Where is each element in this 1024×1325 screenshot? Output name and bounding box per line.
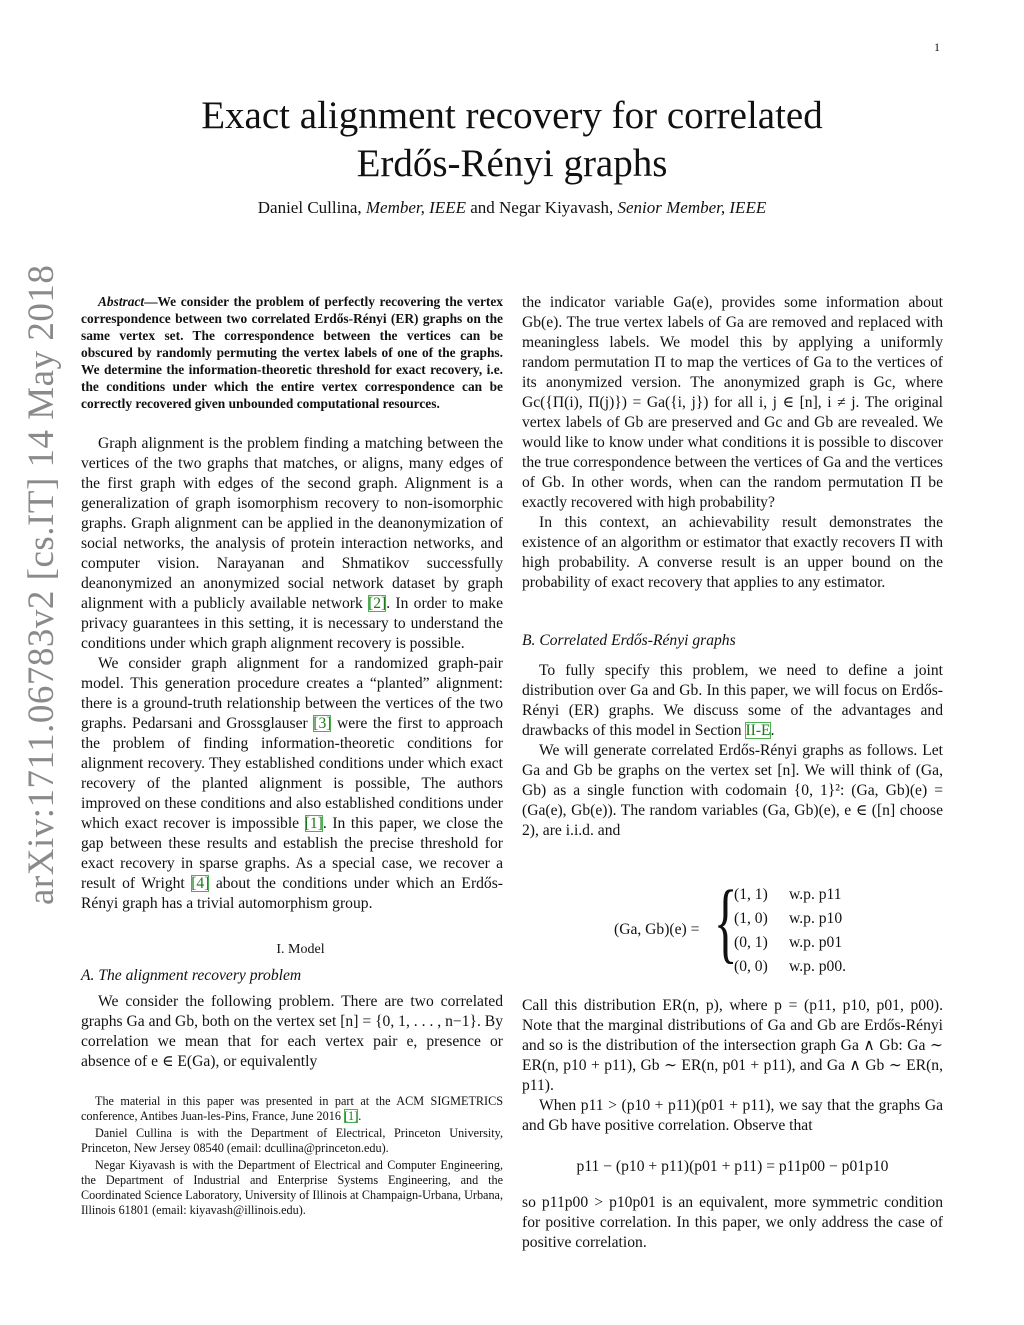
footnote-author-1: Daniel Cullina is with the Department of Electrical, Princeton University, Princeton, New Jersey 08540 (email: dcullina@princeton.edu). — [81, 1126, 503, 1155]
right-paragraph-4: We will generate correlated Erdős-Rényi graphs as follows. Let Ga and Gb be graphs on the vertex set [n]. We will think of (Ga, Gb) as a single function with codomain {0, 1}²: (Ga, Gb)(e) = (Ga(e), Gb(e)). The random variables (Ga, Gb)(e), e ∈ ([n] choose 2), are i.i.d. and — [522, 742, 943, 839]
footnotes — [81, 1094, 503, 1218]
intro-paragraph-1: Graph alignment is the problem finding a matching between the vertices of the two graphs that matches, or aligns, many edges of the first graph with edges of the second graph. Alignment is a generalization of graph isomorphism recovery to non-isomorphic graphs. Graph alignment can be applied in the deanonymization of social networks, the analysis of protein interaction networks, and computer vision. Narayanan and Shmatikov successfully deanonymized an anonymized social network dataset by graph alignment with a publicly available network [2]. In order to make privacy guarantees in this setting, it is necessary to understand the conditions under which graph alignment recovery is possible. — [81, 435, 503, 652]
right-column-lower — [522, 996, 943, 1136]
section-reference-link[interactable]: II-E — [745, 722, 771, 739]
subsection-heading-b: B. Correlated Erdős-Rényi graphs — [522, 632, 736, 649]
right-paragraph-5: Call this distribution ER(n, p), where p = (p11, p10, p01, p00). Note that the marginal distributions of Ga and Gb are Erdős-Rényi and so is the distribution of the intersection graph Ga ∧ Gb: Ga ∼ ER(n, p10 + p11), Gb ∼ ER(n, p01 + p11), and Ga ∧ Gb ∼ ER(n, p11). — [522, 997, 943, 1094]
author-line — [0, 198, 1024, 218]
equation-case-prob: w.p. p10 — [789, 910, 843, 927]
citation-link[interactable]: [1] — [304, 815, 323, 832]
right-paragraph-7: so p11p00 > p10p01 is an equivalent, more symmetric condition for positive correlation. In this paper, we only address the case of positive correlation. — [522, 1194, 943, 1251]
page-number: 1 — [934, 40, 940, 54]
author-1-role: Member, IEEE — [365, 198, 466, 217]
equation-case-value: (0, 0) — [734, 958, 768, 975]
right-column — [522, 293, 943, 841]
title-line-2: Erdős-Rényi graphs — [356, 142, 668, 185]
citation-link[interactable]: [4] — [191, 875, 210, 892]
footnote-author-2: Negar Kiyavash is with the Department of Electrical and Computer Engineering, the Department of Industrial and Enterprise Systems Engineering, and the Coordinated Science Laboratory, University of Illinois at Champaign-Urbana, Urbana, Illinois 61801 (email: kiyavash@illinois.edu). — [81, 1158, 503, 1217]
title-line-1: Exact alignment recovery for correlated — [201, 94, 823, 137]
intro-paragraph-2: We consider graph alignment for a randomized graph-pair model. This generation procedure creates a “planted” alignment: there is a ground-truth relationship between the vertices of the two graphs. Pedarsani and Grossglauser [3] were the first to approach the problem of finding information-theoretic conditions for alignment recovery. They established conditions under which exact recovery of the planted alignment is possible, The authors improved on these conditions and also established conditions under which exact recover is impossible [1]. In this paper, we close the gap between these results and establish the precise threshold for exact recovery in sparse graphs. As a special case, we recover a result of Wright [4] about the conditions under which an Erdős-Rényi graph has a trivial automorphism group. — [81, 655, 504, 912]
equation-case-value: (0, 1) — [734, 934, 768, 951]
right-column-bottom — [522, 1193, 943, 1253]
author-2-role: Senior Member, IEEE — [617, 198, 767, 217]
section-a-paragraph: We consider the following problem. There are two correlated graphs Ga and Gb, both on the vertex set [n] = {0, 1, . . . , n−1}. By correlation we mean that for each vertex pair e, presence or absence of e ∈ E(Ga), or equivalently — [81, 993, 503, 1070]
citation-link[interactable]: [1] — [343, 1109, 359, 1123]
section-heading-model: I. Model — [276, 942, 325, 957]
author-1: Daniel Cullina, — [257, 198, 362, 217]
citation-link[interactable]: [3] — [313, 715, 332, 732]
equation-brace: { — [713, 873, 738, 972]
footnote-conference: The material in this paper was presented in part at the ACM SIGMETRICS conference, Antibes Juan-les-Pins, France, June 2016 [1]. — [81, 1094, 503, 1123]
equation-case-value: (1, 1) — [734, 886, 768, 903]
right-paragraph-6: When p11 > (p10 + p11)(p01 + p11), we say that the graphs Ga and Gb have positive correlation. Observe that — [522, 1097, 943, 1134]
citation-link[interactable]: [2] — [368, 595, 387, 612]
abstract-text: —We consider the problem of perfectly recovering the vertex correspondence between two correlated Erdős-Rényi (ER) graphs on the same vertex set. The correspondence between the vertices can be obscured by randomly permuting the vertex labels of one of the graphs. We determine the information-theoretic threshold for exact recovery, i.e. the conditions under which the entire vertex correspondence can be correctly recovered given unbounded computational resources. — [81, 294, 503, 411]
abstract-label: Abstract — [98, 294, 145, 309]
equation-case-value: (1, 0) — [734, 910, 768, 927]
abstract — [81, 293, 503, 412]
author-2: and Negar Kiyavash, — [470, 198, 614, 217]
right-paragraph-2: In this context, an achievability result demonstrates the existence of an algorithm or estimator that exactly recovers Π with high probability. A converse result is an upper bound on the probability of exact recovery that applies to any estimator. — [522, 514, 943, 591]
left-column — [81, 293, 503, 1220]
right-paragraph-1: the indicator variable Ga(e), provides some information about Gb(e). The true vertex labels of Ga are removed and replaced with meaningless labels. We model this by applying a uniformly random permutation Π to map the vertices of Ga to the vertices of its anonymized version. The anonymized graph is Gc, where Gc({Π(i), Π(j)}) = Ga({i, j}) for all i, j ∈ [n], i ≠ j. The original vertex labels of Gb are preserved and Gc and Gb are revealed. We would like to know under what conditions it is possible to discover the true correspondence between the vertices of Ga and the vertices of Gb. In other words, when can the random permutation Π be exactly recovered with high probability? — [522, 294, 943, 511]
equation-correlation: p11 − (p10 + p11)(p01 + p11) = p11p00 − p01p10 — [576, 1158, 889, 1175]
arxiv-watermark: arXiv:1711.06783v2 [cs.IT] 14 May 2018 — [21, 264, 62, 905]
equation-case-prob: w.p. p01 — [789, 934, 843, 951]
paper-title — [0, 92, 1024, 188]
equation-case-prob: w.p. p11 — [789, 886, 842, 903]
subsection-heading-a: A. The alignment recovery problem — [81, 967, 302, 984]
equation-lhs: (Ga, Gb)(e) = — [614, 921, 700, 938]
right-paragraph-3: To fully specify this problem, we need to define a joint distribution over Ga and Gb. In this paper, we will focus on Erdős-Rényi (ER) graphs. We discuss some of the advantages and drawbacks of this model in Section II-E. — [522, 662, 943, 739]
equation-case-prob: w.p. p00. — [789, 958, 847, 975]
